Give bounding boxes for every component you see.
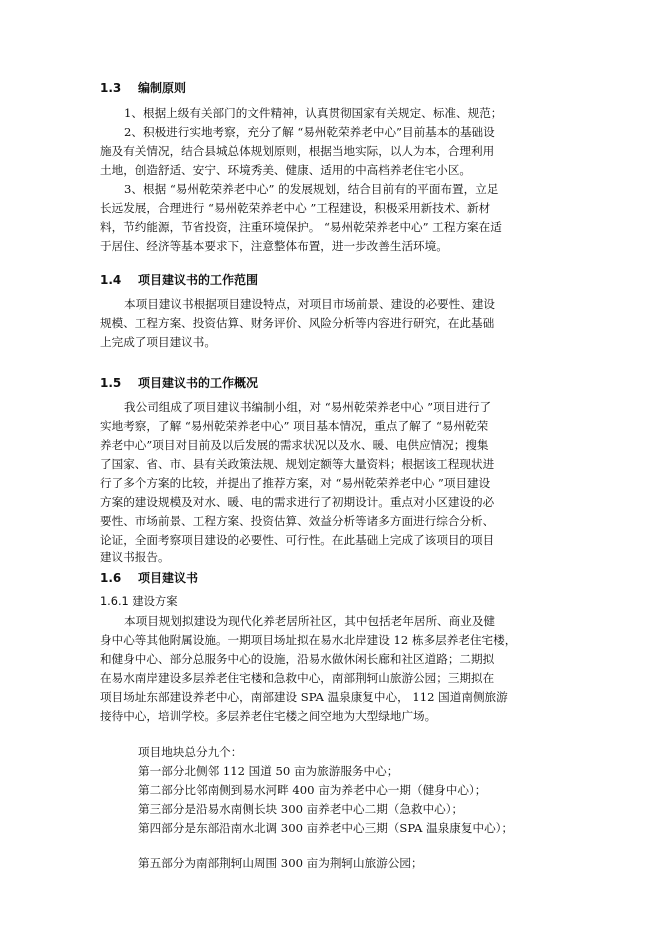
paragraph-line: 方案的建设规模及对水、暖、电的需求进行了初期设计。重点对小区建设的必 <box>100 495 495 509</box>
paragraph-line: 身中心等其他附属设施。一期项目场址拟在易水北岸建设 12 栋多层养老住宅楼， <box>100 633 517 647</box>
plots-intro: 项目地块总分九个： <box>138 745 243 759</box>
section-heading-1-4 <box>100 272 258 288</box>
plot-item: 第一部分北侧邻 112 国道 50 亩为旅游服务中心； <box>138 764 399 778</box>
paragraph-line: 实地考察，了解 “易州乾荣养老中心” 项目基本情况，重点了解了 “易州乾荣 <box>100 419 489 433</box>
paragraph-line: 2、积极进行实地考察，充分了解 “易州乾荣养老中心”目前基本的基础设 <box>124 125 495 139</box>
paragraph-line: 养老中心”项目对目前及以后发展的需求状况以及水、暖、电供应情况；搜集 <box>100 438 489 452</box>
paragraph-line: 上完成了项目建议书。 <box>100 335 216 349</box>
paragraph-line: 本项目规划拟建设为现代化养老居所社区，其中包括老年居所、商业及健 <box>124 614 496 628</box>
paragraph-line: 建议书报告。 <box>100 550 170 564</box>
paragraph-line: 项目场址东部建设养老中心，南部建设 SPA 温泉康复中心， 112 国道南侧旅游 <box>100 690 508 704</box>
paragraph-line: 论证，全面考察项目建设的必要性、可行性。在此基础上完成了该项目的项目 <box>100 533 495 547</box>
paragraph-line: 要性、市场前景、工程方案、投资估算、效益分析等诸多方面进行综合分析、 <box>100 514 495 528</box>
paragraph-line: 1、根据上级有关部门的文件精神，认真贯彻国家有关规定、标准、规范； <box>124 106 503 120</box>
plot-item: 第四部分是东部沿南水北调 300 亩养老中心三期（SPA 温泉康复中心）； <box>138 821 514 835</box>
paragraph-line: 料，节约能源，节省投资，注重环境保护。 “易州乾荣养老中心” 工程方案在适 <box>100 220 502 234</box>
section-title: 项目建议书 <box>138 571 199 585</box>
plot-item: 第二部分比邻南侧到易水河畔 400 亩为养老中心一期（健身中心）； <box>138 783 487 797</box>
paragraph-line: 长远发展，合理进行 “易州乾荣养老中心 ”工程建设，积极采用新技术、新材 <box>100 201 491 215</box>
section-title: 项目建议书的工作范围 <box>138 273 259 287</box>
paragraph-line: 行了多个方案的比较，并提出了推荐方案，对 “易州乾荣养老中心 ”项目建设 <box>100 476 491 490</box>
section-title: 项目建议书的工作概况 <box>138 376 259 390</box>
section-title: 编制原则 <box>138 81 187 95</box>
paragraph-line: 规模、工程方案、投资估算、财务评价、风险分析等内容进行研究，在此基础 <box>100 316 495 330</box>
section-number: 1.5 <box>100 376 122 390</box>
section-number: 1.6 <box>100 571 122 585</box>
section-heading-1-5 <box>100 375 258 391</box>
section-number: 1.3 <box>100 81 122 95</box>
paragraph-line: 土地，创造舒适、安宁、环境秀美、健康、适用的中高档养老住宅小区。 <box>100 163 472 177</box>
section-heading-1-3 <box>100 80 186 96</box>
plot-item: 第三部分是沿易水南侧长块 300 亩养老中心二期（急救中心）； <box>138 802 464 816</box>
plot-item: 第五部分为南部荆轲山周围 300 亩为荆轲山旅游公园； <box>138 856 423 870</box>
paragraph-line: 于居住、经济等基本要求下，注意整体布置，进一步改善生活环境。 <box>100 239 448 253</box>
paragraph-line: 接待中心，培训学校。多层养老住宅楼之间空地为大型绿地广场。 <box>100 709 437 723</box>
paragraph-line: 在易水南岸建设多层养老住宅楼和急救中心，南部荆轲山旅游公园；三期拟在 <box>100 671 495 685</box>
paragraph-line: 和健身中心、部分总服务中心的设施，沿易水做休闲长廊和社区道路；二期拟 <box>100 652 495 666</box>
paragraph-line: 施及有关情况，结合县城总体规划原则，根据当地实际，以人为本，合理利用 <box>100 144 495 158</box>
paragraph-line: 3、根据 “易州乾荣养老中心” 的发展规划，结合目前有的平面布置，立足 <box>124 182 499 196</box>
subsection-heading: 1.6.1 建设方案 <box>100 595 178 608</box>
paragraph-line: 我公司组成了项目建议书编制小组，对 “易州乾荣养老中心 ”项目进行了 <box>124 400 492 414</box>
section-heading-1-6 <box>100 570 198 586</box>
paragraph-line: 本项目建议书根据项目建设特点，对项目市场前景、建设的必要性、建设 <box>124 297 496 311</box>
section-number: 1.4 <box>100 273 122 287</box>
paragraph-line: 了国家、省、市、县有关政策法规、规划定额等大量资料；根据该工程现状进 <box>100 457 495 471</box>
